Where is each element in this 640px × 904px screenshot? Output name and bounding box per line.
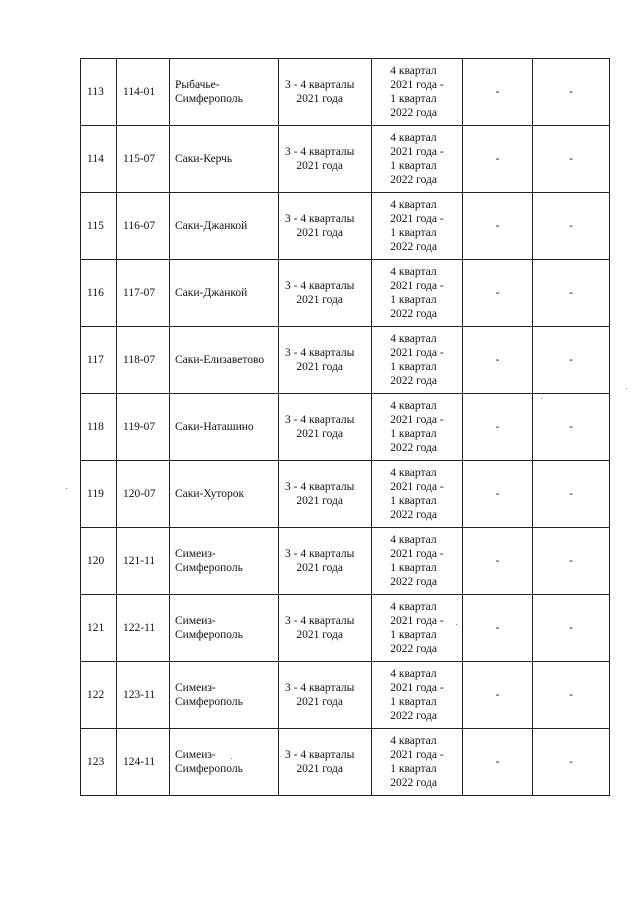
route-name-cell <box>170 528 279 595</box>
period-cell <box>279 260 372 327</box>
row-number: 123 <box>81 729 117 796</box>
term-cell <box>372 260 463 327</box>
term-text: 4 квартал 2021 года - 1 квартал 2022 года <box>390 266 444 320</box>
column-7-value: - <box>463 394 533 461</box>
period-cell <box>279 729 372 796</box>
period-text: 3 - 4 кварталы 2021 года <box>285 280 355 306</box>
period-cell <box>279 193 372 260</box>
route-code: 123-11 <box>117 662 170 729</box>
route-name: Саки-Джанкой <box>175 287 248 299</box>
route-name: Симеиз- Симферополь <box>175 615 243 641</box>
route-name: Саки-Джанкой <box>175 220 248 232</box>
period-cell <box>279 595 372 662</box>
term-text: 4 квартал 2021 года - 1 квартал 2022 года <box>390 534 444 588</box>
route-name-cell <box>170 59 279 126</box>
scan-speck <box>231 758 232 759</box>
route-name-cell <box>170 595 279 662</box>
term-cell <box>372 729 463 796</box>
row-number: 114 <box>81 126 117 193</box>
term-cell <box>372 662 463 729</box>
route-name: Саки-Елизаветово <box>175 354 265 366</box>
column-8-value: - <box>533 595 610 662</box>
period-text: 3 - 4 кварталы 2021 года <box>285 749 355 775</box>
scan-speck <box>626 388 627 389</box>
row-number: 121 <box>81 595 117 662</box>
column-8-value: - <box>533 193 610 260</box>
column-8-value: - <box>533 126 610 193</box>
period-text: 3 - 4 кварталы 2021 года <box>285 146 355 172</box>
column-7-value: - <box>463 260 533 327</box>
table-row <box>81 260 610 327</box>
route-code: 121-11 <box>117 528 170 595</box>
row-number: 117 <box>81 327 117 394</box>
term-text: 4 квартал 2021 года - 1 квартал 2022 года <box>390 132 444 186</box>
route-name-cell <box>170 260 279 327</box>
column-8-value: - <box>533 729 610 796</box>
row-number: 115 <box>81 193 117 260</box>
period-cell <box>279 662 372 729</box>
column-7-value: - <box>463 729 533 796</box>
period-text: 3 - 4 кварталы 2021 года <box>285 548 355 574</box>
term-cell <box>372 461 463 528</box>
scan-speck <box>66 488 67 489</box>
column-7-value: - <box>463 193 533 260</box>
route-name-cell <box>170 327 279 394</box>
period-cell <box>279 59 372 126</box>
route-name: Симеиз- Симферополь <box>175 548 243 574</box>
period-text: 3 - 4 кварталы 2021 года <box>285 79 355 105</box>
table-row <box>81 59 610 126</box>
column-8-value: - <box>533 662 610 729</box>
period-text: 3 - 4 кварталы 2021 года <box>285 414 355 440</box>
table-row <box>81 729 610 796</box>
route-name: Саки-Керчь <box>175 153 233 165</box>
route-name: Симеиз- Симферополь <box>175 749 243 775</box>
period-cell <box>279 528 372 595</box>
table-row <box>81 461 610 528</box>
column-8-value: - <box>533 327 610 394</box>
column-7-value: - <box>463 595 533 662</box>
table-row <box>81 126 610 193</box>
route-name: Симеиз- Симферополь <box>175 682 243 708</box>
row-number: 118 <box>81 394 117 461</box>
column-7-value: - <box>463 126 533 193</box>
table-row <box>81 394 610 461</box>
term-text: 4 квартал 2021 года - 1 квартал 2022 года <box>390 735 444 789</box>
route-code: 117-07 <box>117 260 170 327</box>
table-row <box>81 662 610 729</box>
row-number: 119 <box>81 461 117 528</box>
column-8-value: - <box>533 394 610 461</box>
term-cell <box>372 595 463 662</box>
route-name-cell <box>170 126 279 193</box>
scan-speck <box>456 624 457 625</box>
term-cell <box>372 126 463 193</box>
route-code: 115-07 <box>117 126 170 193</box>
route-name-cell <box>170 729 279 796</box>
route-code: 122-11 <box>117 595 170 662</box>
column-8-value: - <box>533 59 610 126</box>
route-name-cell <box>170 193 279 260</box>
term-cell <box>372 59 463 126</box>
route-code: 118-07 <box>117 327 170 394</box>
term-text: 4 квартал 2021 года - 1 квартал 2022 года <box>390 199 444 253</box>
term-text: 4 квартал 2021 года - 1 квартал 2022 года <box>390 467 444 521</box>
column-8-value: - <box>533 528 610 595</box>
column-7-value: - <box>463 528 533 595</box>
column-7-value: - <box>463 327 533 394</box>
column-8-value: - <box>533 461 610 528</box>
row-number: 113 <box>81 59 117 126</box>
row-number: 120 <box>81 528 117 595</box>
route-name: Рыбачье- Симферополь <box>175 79 243 105</box>
column-7-value: - <box>463 461 533 528</box>
route-name: Саки-Наташино <box>175 421 254 433</box>
period-cell <box>279 394 372 461</box>
period-cell <box>279 126 372 193</box>
period-text: 3 - 4 кварталы 2021 года <box>285 682 355 708</box>
route-name: Саки-Хуторок <box>175 488 245 500</box>
term-cell <box>372 528 463 595</box>
period-cell <box>279 327 372 394</box>
period-text: 3 - 4 кварталы 2021 года <box>285 213 355 239</box>
period-text: 3 - 4 кварталы 2021 года <box>285 481 355 507</box>
column-8-value: - <box>533 260 610 327</box>
table-row <box>81 193 610 260</box>
term-text: 4 квартал 2021 года - 1 квартал 2022 года <box>390 65 444 119</box>
route-name-cell <box>170 394 279 461</box>
period-text: 3 - 4 кварталы 2021 года <box>285 615 355 641</box>
term-text: 4 квартал 2021 года - 1 квартал 2022 года <box>390 400 444 454</box>
column-7-value: - <box>463 59 533 126</box>
table-row <box>81 528 610 595</box>
route-code: 120-07 <box>117 461 170 528</box>
route-schedule-table <box>80 58 610 796</box>
scan-speck <box>541 398 542 399</box>
table-row <box>81 595 610 662</box>
term-text: 4 квартал 2021 года - 1 квартал 2022 года <box>390 333 444 387</box>
route-code: 124-11 <box>117 729 170 796</box>
term-cell <box>372 327 463 394</box>
row-number: 116 <box>81 260 117 327</box>
term-cell <box>372 193 463 260</box>
term-text: 4 квартал 2021 года - 1 квартал 2022 года <box>390 668 444 722</box>
column-7-value: - <box>463 662 533 729</box>
period-text: 3 - 4 кварталы 2021 года <box>285 347 355 373</box>
route-name-cell <box>170 662 279 729</box>
route-code: 119-07 <box>117 394 170 461</box>
term-cell <box>372 394 463 461</box>
route-code: 116-07 <box>117 193 170 260</box>
route-code: 114-01 <box>117 59 170 126</box>
table-row <box>81 327 610 394</box>
period-cell <box>279 461 372 528</box>
term-text: 4 квартал 2021 года - 1 квартал 2022 года <box>390 601 444 655</box>
route-name-cell <box>170 461 279 528</box>
row-number: 122 <box>81 662 117 729</box>
table-body <box>81 59 610 796</box>
